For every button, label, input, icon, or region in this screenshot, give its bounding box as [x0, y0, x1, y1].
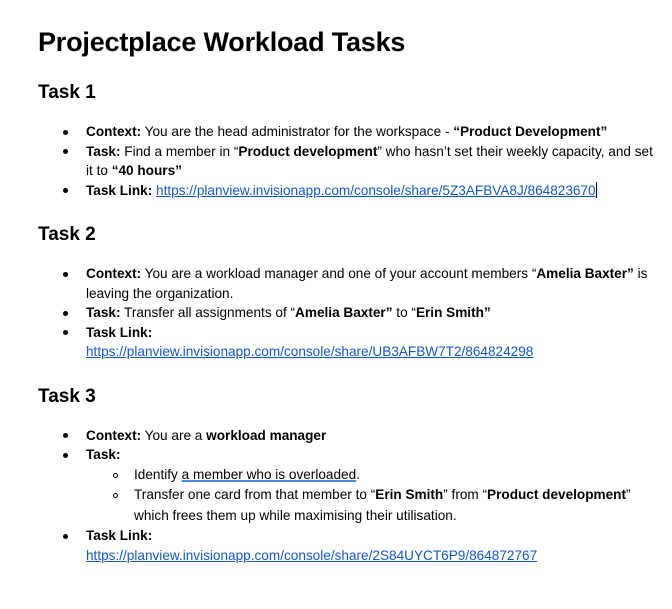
context-workspace-name: “Product Development” [453, 124, 608, 139]
task-1-context [38, 122, 658, 142]
subtask-text: Transfer one card from that member to “ [134, 487, 376, 502]
task-2-heading: Task 2 [38, 224, 96, 245]
grammar-underlined-text: a member who is overloaded [181, 466, 357, 482]
task-capacity-value: “40 hours” [111, 163, 182, 178]
task-1-task [38, 142, 658, 181]
task-2-list [38, 264, 658, 362]
subtask-item [86, 485, 658, 526]
task-workspace-name: Product development [238, 143, 378, 159]
subtask-text-post: ” which frees them up while maximising their utilisation. [134, 487, 631, 523]
task-1-heading: Task 1 [38, 82, 96, 103]
task-label: Task: [86, 305, 121, 320]
task-source-member: Amelia Baxter” [295, 305, 393, 320]
task-2-context [38, 264, 658, 303]
task-link-label: Task Link: [86, 182, 153, 198]
task-2-link[interactable]: https://planview.invisionapp.com/console/share/UB3AFBW7T2/864824298 [86, 344, 534, 359]
task-2-link-item [38, 323, 658, 362]
subtask-text-mid: ” from “ [443, 487, 488, 502]
subtask-text-post: . [356, 466, 360, 482]
task-2-task [38, 303, 658, 323]
subtask-text: Identify [134, 466, 182, 482]
subtask-target-member: Erin Smith [375, 487, 444, 502]
context-text: You are the head administrator for the workspace - [141, 124, 454, 139]
document-title: Projectplace Workload Tasks [38, 27, 406, 57]
context-text: You are a [141, 427, 207, 443]
context-text-post: is leaving the organization. [86, 266, 648, 301]
subtask-item [86, 465, 658, 486]
task-3-subtasks [86, 465, 658, 527]
document-page [38, 22, 658, 565]
task-1-link-item [38, 181, 658, 201]
context-role: workload manager [206, 427, 327, 443]
task-link-label: Task Link: [86, 324, 153, 340]
text-cursor [596, 182, 597, 198]
subtask-workspace-name: Product development [487, 487, 627, 502]
task-3-task [38, 445, 658, 526]
context-label: Context: [86, 427, 142, 443]
task-label: Task: [86, 143, 121, 159]
task-text-mid: ” who hasn’t set their weekly capacity, and set it to [86, 143, 653, 178]
task-3-heading: Task 3 [38, 385, 96, 407]
task-label: Task: [86, 447, 121, 462]
task-3-list [38, 426, 658, 566]
context-label: Context: [86, 266, 142, 281]
task-link-label: Task Link: [86, 528, 153, 543]
task-target-member: Erin Smith” [415, 305, 491, 320]
context-label: Context: [86, 124, 142, 139]
task-3-link-item [38, 526, 658, 565]
task-text: Transfer all assignments of “ [120, 305, 296, 320]
task-text: Find a member in “ [120, 143, 239, 159]
context-text: You are a workload manager and one of your account members “ [141, 266, 537, 281]
context-member-name: Amelia Baxter” [536, 266, 634, 281]
task-3-context [38, 426, 658, 446]
task-text-mid: to “ [392, 305, 416, 320]
task-3-link[interactable]: https://planview.invisionapp.com/console/share/2S84UYCT6P9/864872767 [86, 547, 538, 563]
task-1-link[interactable]: https://planview.invisionapp.com/console/share/5Z3AFBVA8J/864823670 [156, 182, 596, 198]
task-1-list [38, 122, 658, 200]
